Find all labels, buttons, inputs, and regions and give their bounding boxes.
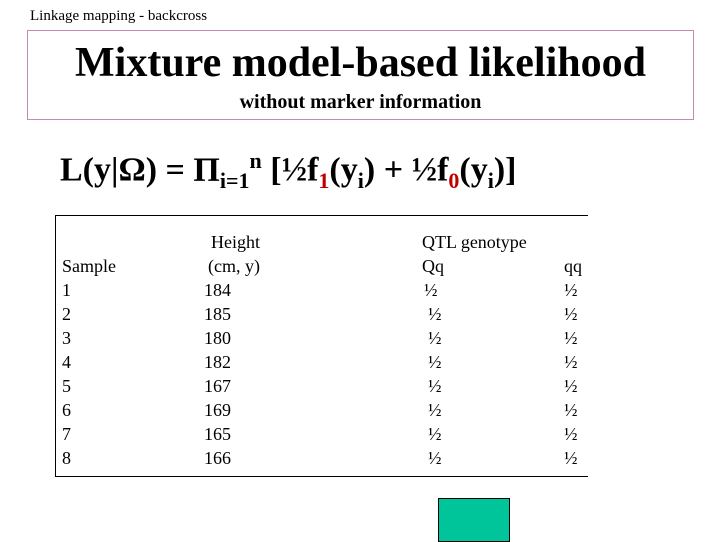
page-title: Mixture model-based likelihood — [75, 40, 646, 86]
cell-height: 185 — [204, 304, 231, 324]
header-sample: Sample — [62, 256, 116, 276]
cell-prob-qq: ½ — [564, 280, 578, 300]
teal-box — [438, 498, 510, 542]
formula-lhs: L(y|Ω) = Π — [60, 151, 220, 189]
formula-yi1-subscript: i — [357, 168, 364, 194]
formula-y1: (y — [329, 151, 358, 189]
cell-height: 165 — [204, 424, 231, 444]
cell-prob-qq: ½ — [564, 352, 578, 372]
likelihood-formula — [60, 138, 517, 204]
header-height-line1: Height — [211, 232, 260, 252]
formula-bracket-open: [½f — [261, 151, 319, 189]
formula-f0-subscript: 0 — [448, 168, 460, 194]
cell-sample: 8 — [62, 448, 71, 468]
cell-sample: 5 — [62, 376, 71, 396]
cell-height: 182 — [204, 352, 231, 372]
formula-mid: ) + ½f — [363, 151, 449, 189]
header-qtl-genotype: QTL genotype — [422, 232, 527, 252]
cell-height: 169 — [204, 400, 231, 420]
header-genotype-qq: qq — [564, 256, 582, 276]
cell-sample: 2 — [62, 304, 71, 324]
formula-product-upper: n — [249, 148, 262, 173]
cell-prob-Qq: ½ — [428, 304, 442, 324]
cell-sample: 6 — [62, 400, 71, 420]
cell-sample: 4 — [62, 352, 71, 372]
cell-sample: 7 — [62, 424, 71, 444]
title-box — [27, 30, 694, 120]
cell-prob-qq: ½ — [564, 304, 578, 324]
cell-prob-qq: ½ — [564, 400, 578, 420]
formula-yi2-subscript: i — [487, 168, 494, 194]
formula-product-index: i=1 — [219, 168, 250, 194]
cell-prob-Qq: ½ — [428, 424, 442, 444]
page-subtitle: without marker information — [239, 91, 482, 113]
cell-prob-qq: ½ — [564, 376, 578, 396]
formula-close: )] — [493, 151, 517, 189]
formula-f1-subscript: 1 — [318, 168, 330, 194]
cell-height: 180 — [204, 328, 231, 348]
cell-sample: 1 — [62, 280, 71, 300]
formula-y2: (y — [459, 151, 488, 189]
cell-sample: 3 — [62, 328, 71, 348]
cell-prob-qq: ½ — [564, 328, 578, 348]
data-table — [55, 215, 588, 477]
cell-height: 167 — [204, 376, 231, 396]
cell-height: 166 — [204, 448, 231, 468]
cell-height: 184 — [204, 280, 231, 300]
cell-prob-Qq: ½ — [428, 352, 442, 372]
cell-prob-Qq: ½ — [428, 448, 442, 468]
header-label: Linkage mapping - backcross — [30, 8, 208, 24]
header-height-line2: (cm, y) — [208, 256, 260, 276]
cell-prob-Qq: ½ — [428, 376, 442, 396]
header-genotype-Qq: Qq — [422, 256, 444, 276]
cell-prob-qq: ½ — [564, 424, 578, 444]
cell-prob-Qq: ½ — [428, 400, 442, 420]
cell-prob-Qq: ½ — [428, 328, 442, 348]
cell-prob-qq: ½ — [564, 448, 578, 468]
cell-prob-Qq: ½ — [424, 280, 438, 300]
